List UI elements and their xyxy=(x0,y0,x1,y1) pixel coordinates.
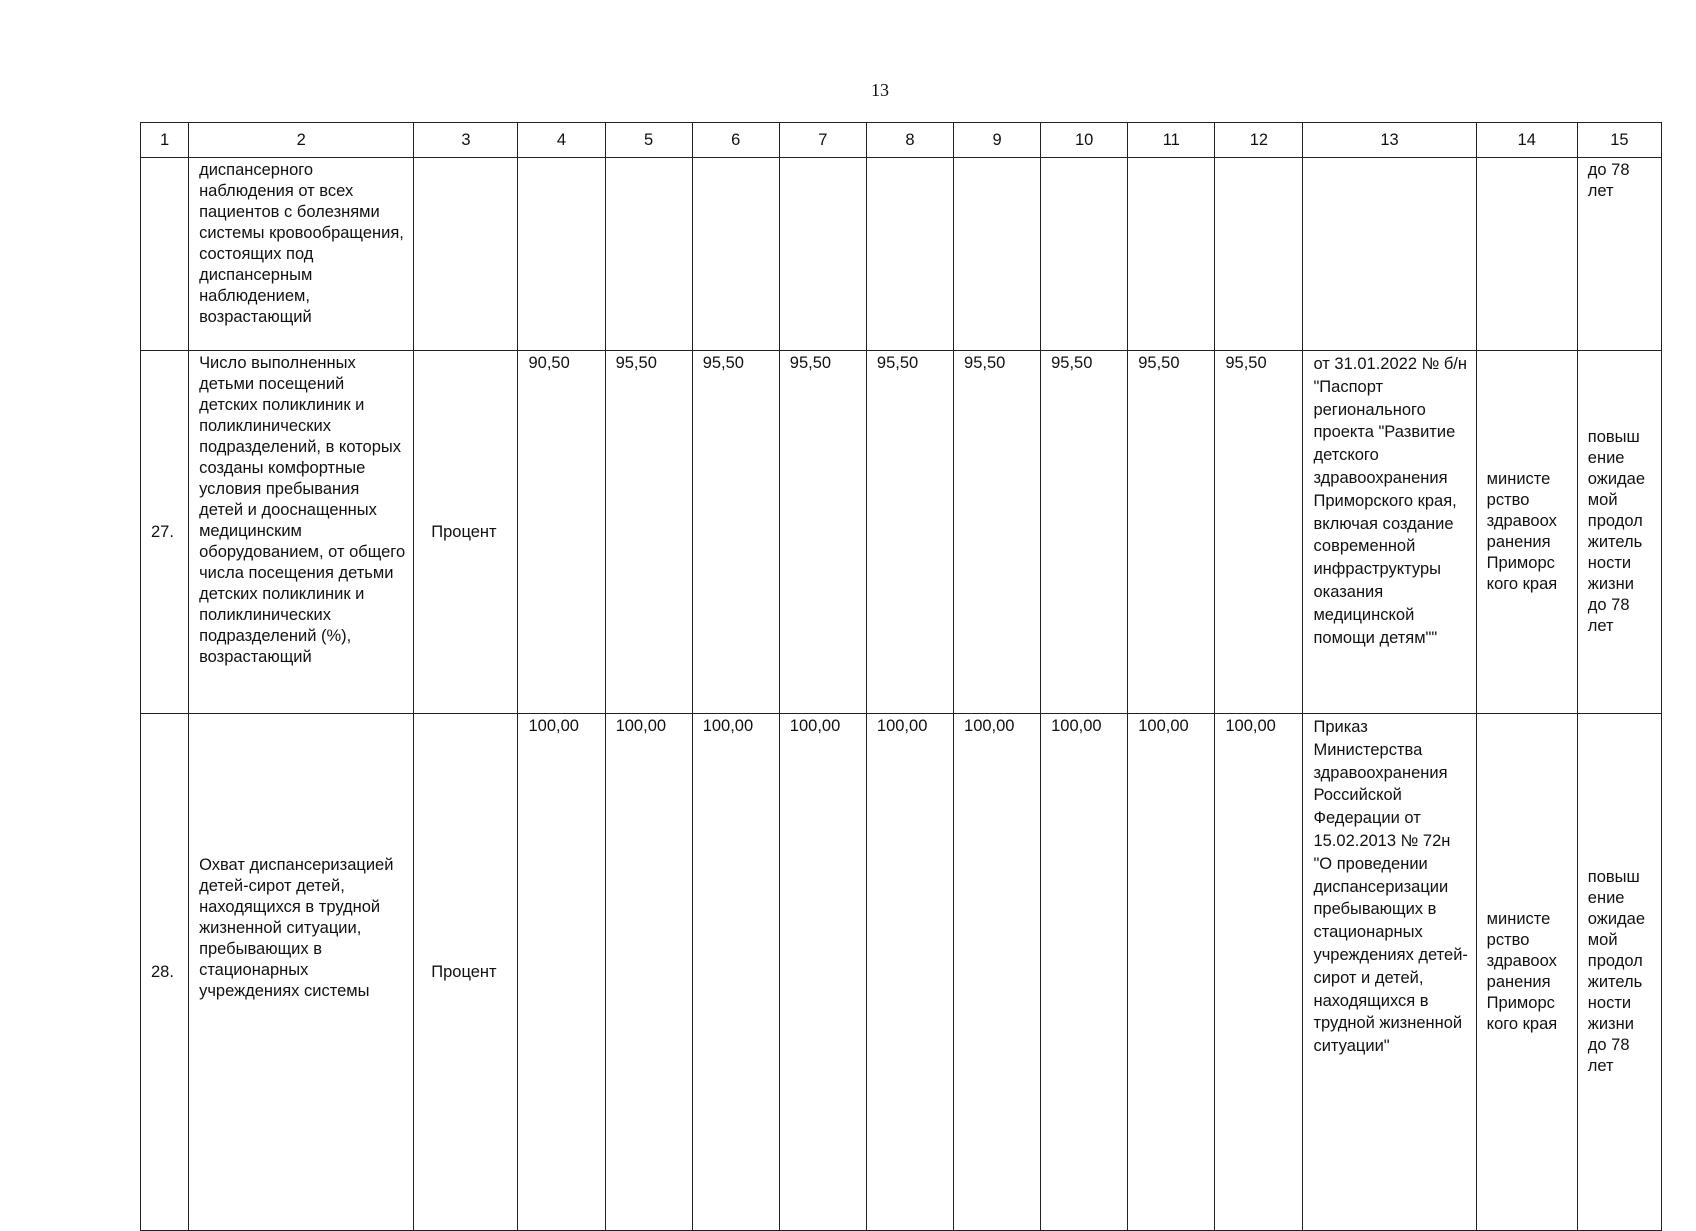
value-cell: 100,00 xyxy=(779,714,866,1231)
page-number: 13 xyxy=(871,80,889,100)
unit-cell: Процент xyxy=(414,714,518,1231)
value-cell: 95,50 xyxy=(1215,351,1303,714)
value-cell: 95,50 xyxy=(954,351,1041,714)
col-header-9: 9 xyxy=(954,123,1041,158)
value-cell: 95,50 xyxy=(1041,351,1128,714)
indicator-name: Число выполненных детьми посещений детских поликлиник и поликлинических подразделений, в которых созданы комфортные условия пребывания детей и дооснащенных медицинским оборудованием, от общего числа посещения детьми детских поликлиник и поликлинических подразделений (%), возрастающий xyxy=(189,351,414,714)
col-header-10: 10 xyxy=(1041,123,1128,158)
responsible-cell: министе рство здравоох ранения Приморс кого края xyxy=(1476,351,1577,714)
col-header-8: 8 xyxy=(866,123,953,158)
col-header-5: 5 xyxy=(605,123,692,158)
indicator-name: диспансерного наблюдения от всех пациентов с болезнями системы кровообращения, состоящих под диспансерным наблюдением, возрастающий xyxy=(189,158,414,351)
value-cell: 100,00 xyxy=(692,714,779,1231)
col-header-14: 14 xyxy=(1476,123,1577,158)
value-cell: 100,00 xyxy=(605,714,692,1231)
goal-cell: повыш ение ожидае мой продол житель ности жизни до 78 лет xyxy=(1577,714,1661,1231)
value-cell: 100,00 xyxy=(1041,714,1128,1231)
table-row-continuation xyxy=(141,158,1662,351)
col-header-3: 3 xyxy=(414,123,518,158)
col-header-7: 7 xyxy=(779,123,866,158)
unit-cell: Процент xyxy=(414,351,518,714)
value-cell xyxy=(518,158,605,351)
value-cell: 100,00 xyxy=(1215,714,1303,1231)
value-cell: 100,00 xyxy=(866,714,953,1231)
value-cell xyxy=(1215,158,1303,351)
col-header-6: 6 xyxy=(692,123,779,158)
col-header-1: 1 xyxy=(141,123,189,158)
table-row-28 xyxy=(141,714,1662,1231)
value-cell xyxy=(779,158,866,351)
value-cell: 95,50 xyxy=(692,351,779,714)
value-cell xyxy=(866,158,953,351)
value-cell: 100,00 xyxy=(1128,714,1215,1231)
unit-cell xyxy=(414,158,518,351)
value-cell: 95,50 xyxy=(1128,351,1215,714)
value-cell: 100,00 xyxy=(954,714,1041,1231)
row-number: 27. xyxy=(141,351,189,714)
value-cell xyxy=(1041,158,1128,351)
value-cell: 95,50 xyxy=(779,351,866,714)
value-cell xyxy=(605,158,692,351)
col-header-2: 2 xyxy=(189,123,414,158)
col-header-13: 13 xyxy=(1303,123,1476,158)
col-header-12: 12 xyxy=(1215,123,1303,158)
value-cell xyxy=(954,158,1041,351)
document-cell xyxy=(1303,158,1476,351)
table-row-27 xyxy=(141,351,1662,714)
row-number xyxy=(141,158,189,351)
header-row xyxy=(141,123,1662,158)
col-header-4: 4 xyxy=(518,123,605,158)
responsible-cell: министе рство здравоох ранения Приморс кого края xyxy=(1476,714,1577,1231)
row-number: 28. xyxy=(141,714,189,1231)
col-header-11: 11 xyxy=(1128,123,1215,158)
document-cell: от 31.01.2022 № б/н "Паспорт регионального проекта "Развитие детского здравоохранения Приморского края, включая создание современной инфраструктуры оказания медицинской помощи детям"" xyxy=(1303,351,1476,714)
document-cell: Приказ Министерства здравоохранения Российской Федерации от 15.02.2013 № 72н "О проведении диспансеризации пребывающих в стационарных учреждениях детей-сирот и детей, находящихся в трудной жизненной ситуации" xyxy=(1303,714,1476,1231)
value-cell: 95,50 xyxy=(866,351,953,714)
value-cell xyxy=(692,158,779,351)
value-cell: 90,50 xyxy=(518,351,605,714)
goal-cell: до 78 лет xyxy=(1577,158,1661,351)
value-cell: 100,00 xyxy=(518,714,605,1231)
indicator-name: Охват диспансеризацией детей-сирот детей, находящихся в трудной жизненной ситуации, пребывающих в стационарных учреждениях системы xyxy=(189,714,414,1231)
col-header-15: 15 xyxy=(1577,123,1661,158)
indicators-table xyxy=(140,122,1662,1231)
value-cell: 95,50 xyxy=(605,351,692,714)
value-cell xyxy=(1128,158,1215,351)
goal-cell: повыш ение ожидае мой продол житель ности жизни до 78 лет xyxy=(1577,351,1661,714)
responsible-cell xyxy=(1476,158,1577,351)
